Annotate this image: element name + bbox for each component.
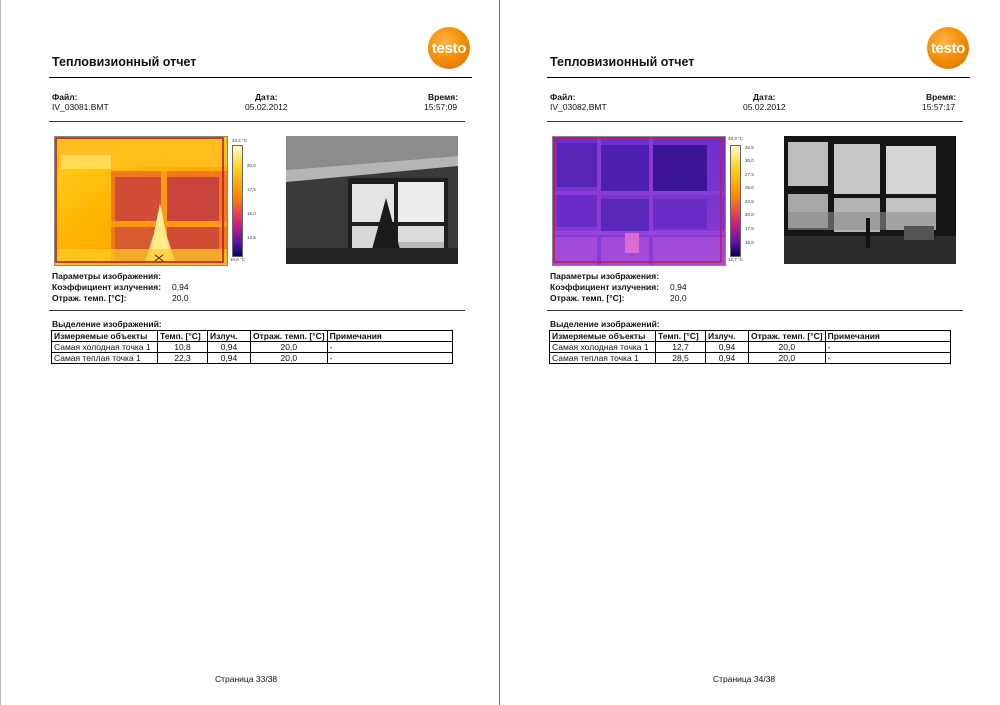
scale-tick: 27,5: [745, 172, 754, 177]
scale-tick: 12,5: [247, 235, 256, 240]
table-row: [550, 342, 951, 353]
table-cell: 20,0: [749, 342, 826, 353]
scale-tick: 10,6 °C: [230, 257, 246, 262]
table-header-row: [52, 331, 453, 342]
params-heading: Параметры изображения:: [52, 271, 162, 281]
scale-tick: 22,4 °C: [232, 138, 248, 143]
meta-rule: [547, 121, 963, 122]
table-cell: Самая холодная точка 1: [550, 342, 656, 353]
thermal-color-scale: [730, 145, 741, 257]
column-header: Отраж. темп. [°C]: [749, 331, 826, 342]
date-label: Дата:: [255, 92, 278, 102]
table-cell: 0,94: [208, 353, 251, 364]
meta-rule: [49, 121, 465, 122]
table-cell: 10,8: [158, 342, 208, 353]
scale-tick: 17,5: [745, 226, 754, 231]
table-cell: 22,3: [158, 353, 208, 364]
selection-heading: Выделение изображений:: [550, 319, 660, 329]
date-label: Дата:: [753, 92, 776, 102]
reflected-temp-label: Отраж. темп. [°C]:: [550, 293, 625, 303]
time-label: Время:: [926, 92, 957, 102]
emissivity-label: Коэффициент излучения:: [52, 282, 162, 292]
table-row: [52, 353, 453, 364]
time-value: 15:57:17: [922, 102, 956, 112]
report-page-34: [500, 0, 999, 705]
table-cell: 28,5: [656, 353, 706, 364]
column-header: Излуч.: [208, 331, 251, 342]
table-cell: -: [825, 342, 950, 353]
table-cell: -: [327, 342, 452, 353]
params-rule: [49, 310, 465, 311]
measurement-table: [549, 330, 951, 364]
scale-tick: 30,0: [745, 158, 754, 163]
visual-photo: [286, 136, 458, 264]
scale-tick: 32,5: [745, 145, 754, 150]
table-cell: -: [825, 353, 950, 364]
table-cell: Самая холодная точка 1: [52, 342, 158, 353]
column-header: Измеряемые объекты: [52, 331, 158, 342]
header-rule: [49, 77, 472, 78]
scale-tick: 12,7 °C: [728, 257, 744, 262]
reflected-temp-label: Отраж. темп. [°C]:: [52, 293, 127, 303]
thermal-image: [552, 136, 726, 266]
date-value: 05.02.2012: [245, 102, 288, 112]
report-title: Тепловизионный отчет: [52, 55, 197, 69]
visual-photo: [784, 136, 956, 264]
column-header: Темп. [°C]: [158, 331, 208, 342]
thermal-color-scale: [232, 145, 243, 257]
header-rule: [547, 77, 970, 78]
table-cell: 0,94: [706, 353, 749, 364]
reflected-temp-value: 20,0: [172, 293, 189, 303]
emissivity-label: Коэффициент излучения:: [550, 282, 660, 292]
table-cell: 20,0: [749, 353, 826, 364]
column-header: Излуч.: [706, 331, 749, 342]
table-cell: 20,0: [251, 353, 328, 364]
emissivity-value: 0,94: [172, 282, 189, 292]
reflected-temp-value: 20,0: [670, 293, 687, 303]
scale-tick: 20,0: [745, 212, 754, 217]
file-label: Файл:: [52, 92, 78, 102]
page-number: Страница 33/38: [215, 674, 278, 684]
scale-tick: 25,0: [745, 185, 754, 190]
column-header: Отраж. темп. [°C]: [251, 331, 328, 342]
file-label: Файл:: [550, 92, 576, 102]
column-header: Измеряемые объекты: [550, 331, 656, 342]
testo-logo: testo: [428, 27, 470, 69]
date-value: 05.02.2012: [743, 102, 786, 112]
table-cell: 0,94: [208, 342, 251, 353]
table-cell: 0,94: [706, 342, 749, 353]
scale-tick: 20,0: [247, 163, 256, 168]
time-value: 15:57:09: [424, 102, 458, 112]
table-cell: 12,7: [656, 342, 706, 353]
page-number: Страница 34/38: [713, 674, 776, 684]
file-value: IV_03082.BMT: [550, 102, 607, 112]
scale-tick: 17,5: [247, 187, 256, 192]
params-heading: Параметры изображения:: [550, 271, 660, 281]
table-cell: -: [327, 353, 452, 364]
selection-heading: Выделение изображений:: [52, 319, 162, 329]
measurement-table: [51, 330, 453, 364]
time-label: Время:: [428, 92, 459, 102]
thermal-image: [54, 136, 228, 266]
column-header: Темп. [°C]: [656, 331, 706, 342]
table-cell: Самая теплая точка 1: [550, 353, 656, 364]
table-header-row: [550, 331, 951, 342]
column-header: Примечания: [825, 331, 950, 342]
params-rule: [547, 310, 963, 311]
file-value: IV_03081.BMT: [52, 102, 109, 112]
table-cell: 20,0: [251, 342, 328, 353]
table-row: [550, 353, 951, 364]
scale-tick: 22,5: [745, 199, 754, 204]
emissivity-value: 0,94: [670, 282, 687, 292]
scale-tick: 15,0: [247, 211, 256, 216]
testo-logo: testo: [927, 27, 969, 69]
table-cell: Самая теплая точка 1: [52, 353, 158, 364]
scale-tick: 33,3 °C: [728, 136, 744, 141]
report-title: Тепловизионный отчет: [550, 55, 695, 69]
column-header: Примечания: [327, 331, 452, 342]
table-row: [52, 342, 453, 353]
scale-tick: 15,0: [745, 240, 754, 245]
